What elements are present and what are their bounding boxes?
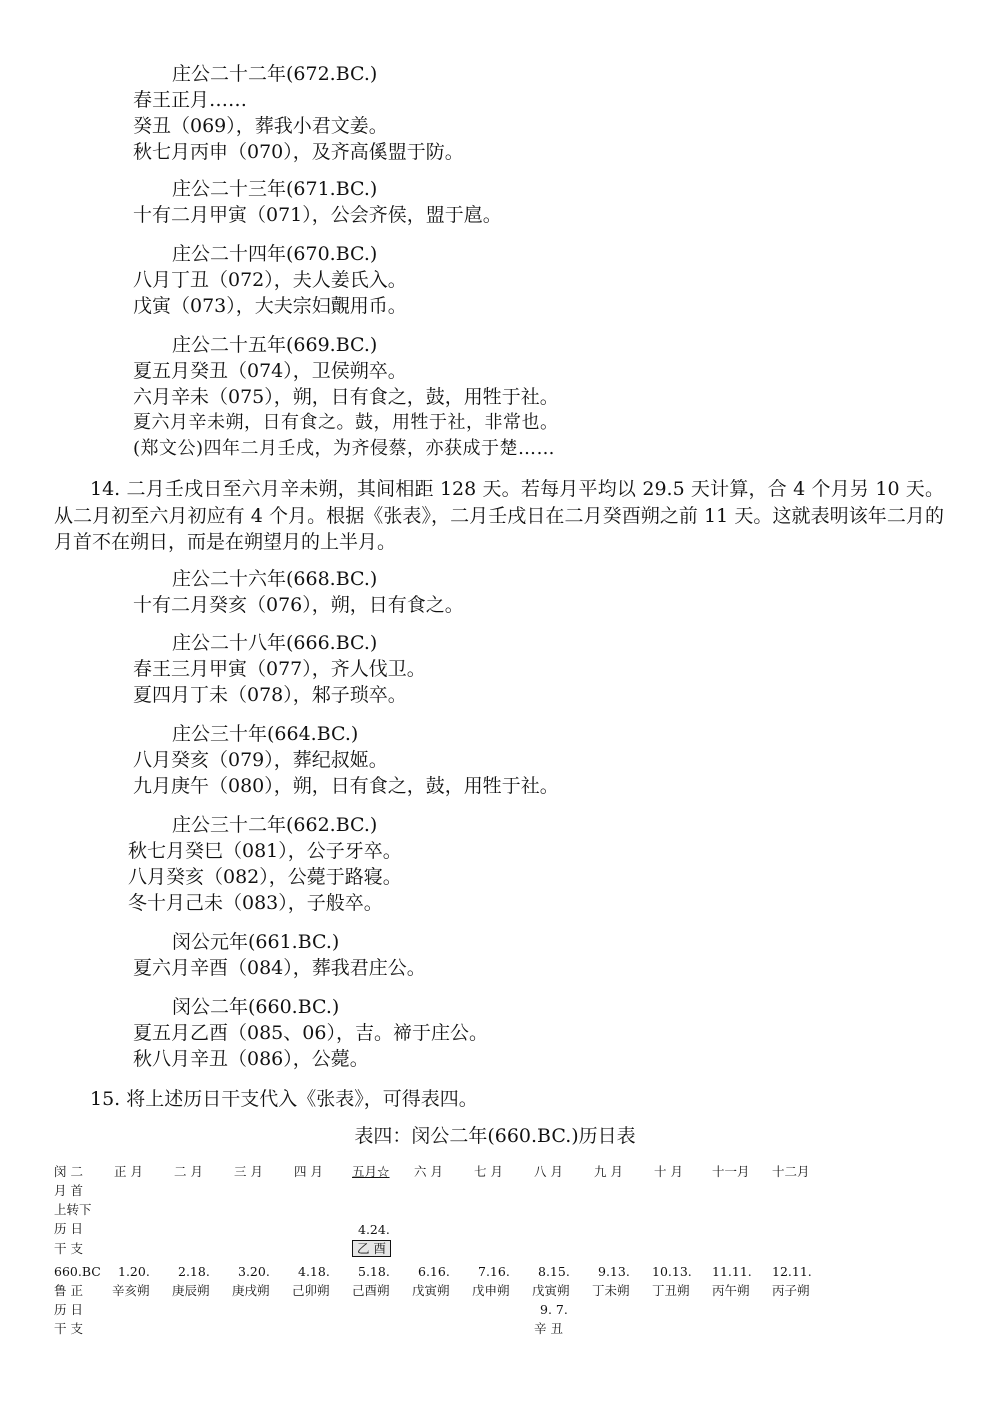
- year-heading: 庄公三十年(664.BC.): [172, 723, 359, 745]
- extra-ganzhi: 辛 丑: [534, 1321, 563, 1336]
- row-head: 历 日: [54, 1302, 83, 1317]
- entry-line: 八月癸亥（082），公薨于路寝。: [128, 866, 402, 888]
- month-header: 十 月: [654, 1164, 683, 1179]
- lu-shuo: 庚辰朔: [172, 1283, 210, 1298]
- year-heading: 庄公二十三年(671.BC.): [172, 178, 378, 200]
- commentary-line: (郑文公)四年二月壬戌，为齐侵蔡，亦获成于楚……: [133, 438, 556, 459]
- month-header: 七 月: [474, 1164, 503, 1179]
- entry-line: 十有二月癸亥（076），朔，日有食之。: [133, 594, 464, 616]
- year-heading: 庄公二十二年(672.BC.): [172, 63, 378, 85]
- min-ganzhi-box: 乙 酉: [352, 1240, 391, 1257]
- entry-line: 秋七月癸巳（081），公子牙卒。: [128, 840, 402, 862]
- row-head: 上转下: [54, 1202, 92, 1217]
- year-heading: 闵公二年(660.BC.): [172, 996, 340, 1018]
- entry-line: 九月庚午（080），朔，日有食之，鼓，用牲于社。: [133, 775, 559, 797]
- lu-shuo: 戊寅朔: [412, 1283, 450, 1298]
- table-title: [0, 1124, 992, 1148]
- note-14-paragraph: 14. 二月壬戌日至六月辛未朔，其间相距 128 天。若每月平均以 29.5 天计算，合 4 个月另 10 天。从二月初至六月初应有 4 个月。根据《张表》，二月壬戌日在二月癸酉朔之前 11 天。这就表明该年二月的月首不在朔日，而是在朔望月的上半月。: [54, 478, 944, 553]
- lu-shuo: 己酉朔: [352, 1283, 390, 1298]
- entry-line: 春王正月……: [133, 89, 248, 111]
- entry-line: 冬十月己未（083），子般卒。: [128, 892, 383, 914]
- entry-line: 秋八月辛丑（086），公薨。: [133, 1048, 369, 1070]
- year-heading: 庄公二十四年(670.BC.): [172, 243, 378, 265]
- month-header: 四 月: [294, 1164, 323, 1179]
- entry-line: 八月癸亥（079），葬纪叔姬。: [133, 749, 388, 771]
- lu-shuo: 丁丑朔: [652, 1283, 690, 1298]
- row-head: 干 支: [54, 1241, 83, 1256]
- lu-shuo: 丁未朔: [592, 1283, 630, 1298]
- month-header: 十一月: [712, 1164, 750, 1179]
- lu-date: 8.15.: [538, 1264, 570, 1279]
- row-head: 历 日: [54, 1221, 83, 1236]
- month-header: 三 月: [234, 1164, 263, 1179]
- lu-date: 9.13.: [598, 1264, 630, 1279]
- month-header-intercalary: 五月☆: [352, 1164, 390, 1179]
- entry-line: 六月辛未（075），朔，日有食之，鼓，用牲于社。: [133, 386, 559, 408]
- min-date: 4.24.: [358, 1222, 390, 1237]
- entry-line: 秋七月丙申（070），及齐高傒盟于防。: [133, 141, 464, 163]
- lu-date: 7.16.: [478, 1264, 510, 1279]
- month-header: 六 月: [414, 1164, 443, 1179]
- year-heading: 庄公二十五年(669.BC.): [172, 334, 378, 356]
- lu-shuo: 戊申朔: [472, 1283, 510, 1298]
- lu-shuo: 丙午朔: [712, 1283, 750, 1298]
- lu-shuo: 丙子朔: [772, 1283, 810, 1298]
- min-ganzhi: [352, 1240, 391, 1258]
- entry-line: 十有二月甲寅（071），公会齐侯，盟于扈。: [133, 204, 502, 226]
- entry-line: 夏五月癸丑（074），卫侯朔卒。: [133, 360, 407, 382]
- month-header: 八 月: [534, 1164, 563, 1179]
- entry-line: 八月丁丑（072），夫人姜氏入。: [133, 269, 407, 291]
- entry-line: 夏四月丁未（078），邾子琐卒。: [133, 684, 407, 706]
- lu-date: 1.20.: [118, 1264, 150, 1279]
- lu-shuo: 戊寅朔: [532, 1283, 570, 1298]
- entry-line: 夏六月辛酉（084），葬我君庄公。: [133, 957, 426, 979]
- month-header: 九 月: [594, 1164, 623, 1179]
- entry-line: 癸丑（069），葬我小君文姜。: [133, 115, 388, 137]
- extra-date: 9. 7.: [540, 1302, 568, 1317]
- row-head: 月 首: [54, 1183, 83, 1198]
- month-header: 十二月: [772, 1164, 810, 1179]
- lu-date: 4.18.: [298, 1264, 330, 1279]
- note-15-line: 15. 将上述历日干支代入《张表》，可得表四。: [90, 1088, 478, 1110]
- year-heading: 闵公元年(661.BC.): [172, 931, 340, 953]
- lu-date: 3.20.: [238, 1264, 270, 1279]
- month-header: 正 月: [114, 1164, 143, 1179]
- year-heading: 庄公二十六年(668.BC.): [172, 568, 378, 590]
- lu-shuo: 庚戌朔: [232, 1283, 270, 1298]
- lu-shuo: 辛亥朔: [112, 1283, 150, 1298]
- table-title-text: 表四：闵公二年(660.BC.)历日表: [354, 1125, 636, 1147]
- lu-date: 11.11.: [712, 1264, 752, 1279]
- month-header: 二 月: [174, 1164, 203, 1179]
- entry-line: 春王三月甲寅（077），齐人伐卫。: [133, 658, 426, 680]
- row-head: 鲁 正: [54, 1283, 83, 1298]
- lu-date: 2.18.: [178, 1264, 210, 1279]
- row-head: 干 支: [54, 1321, 83, 1336]
- row-head: 660.BC: [54, 1264, 101, 1279]
- year-heading: 庄公三十二年(662.BC.): [172, 814, 378, 836]
- lu-date: 10.13.: [652, 1264, 692, 1279]
- year-heading: 庄公二十八年(666.BC.): [172, 632, 378, 654]
- lu-shuo: 己卯朔: [292, 1283, 330, 1298]
- lu-date: 12.11.: [772, 1264, 812, 1279]
- commentary-line: 夏六月辛未朔，日有食之。鼓，用牲于社，非常也。: [133, 412, 559, 433]
- entry-line: 戊寅（073），大夫宗妇覿用币。: [133, 295, 407, 317]
- entry-line: 夏五月乙酉（085、06），吉。禘于庄公。: [133, 1022, 488, 1044]
- lu-date: 6.16.: [418, 1264, 450, 1279]
- row-head: 闵 二: [54, 1164, 83, 1179]
- lu-date: 5.18.: [358, 1264, 390, 1279]
